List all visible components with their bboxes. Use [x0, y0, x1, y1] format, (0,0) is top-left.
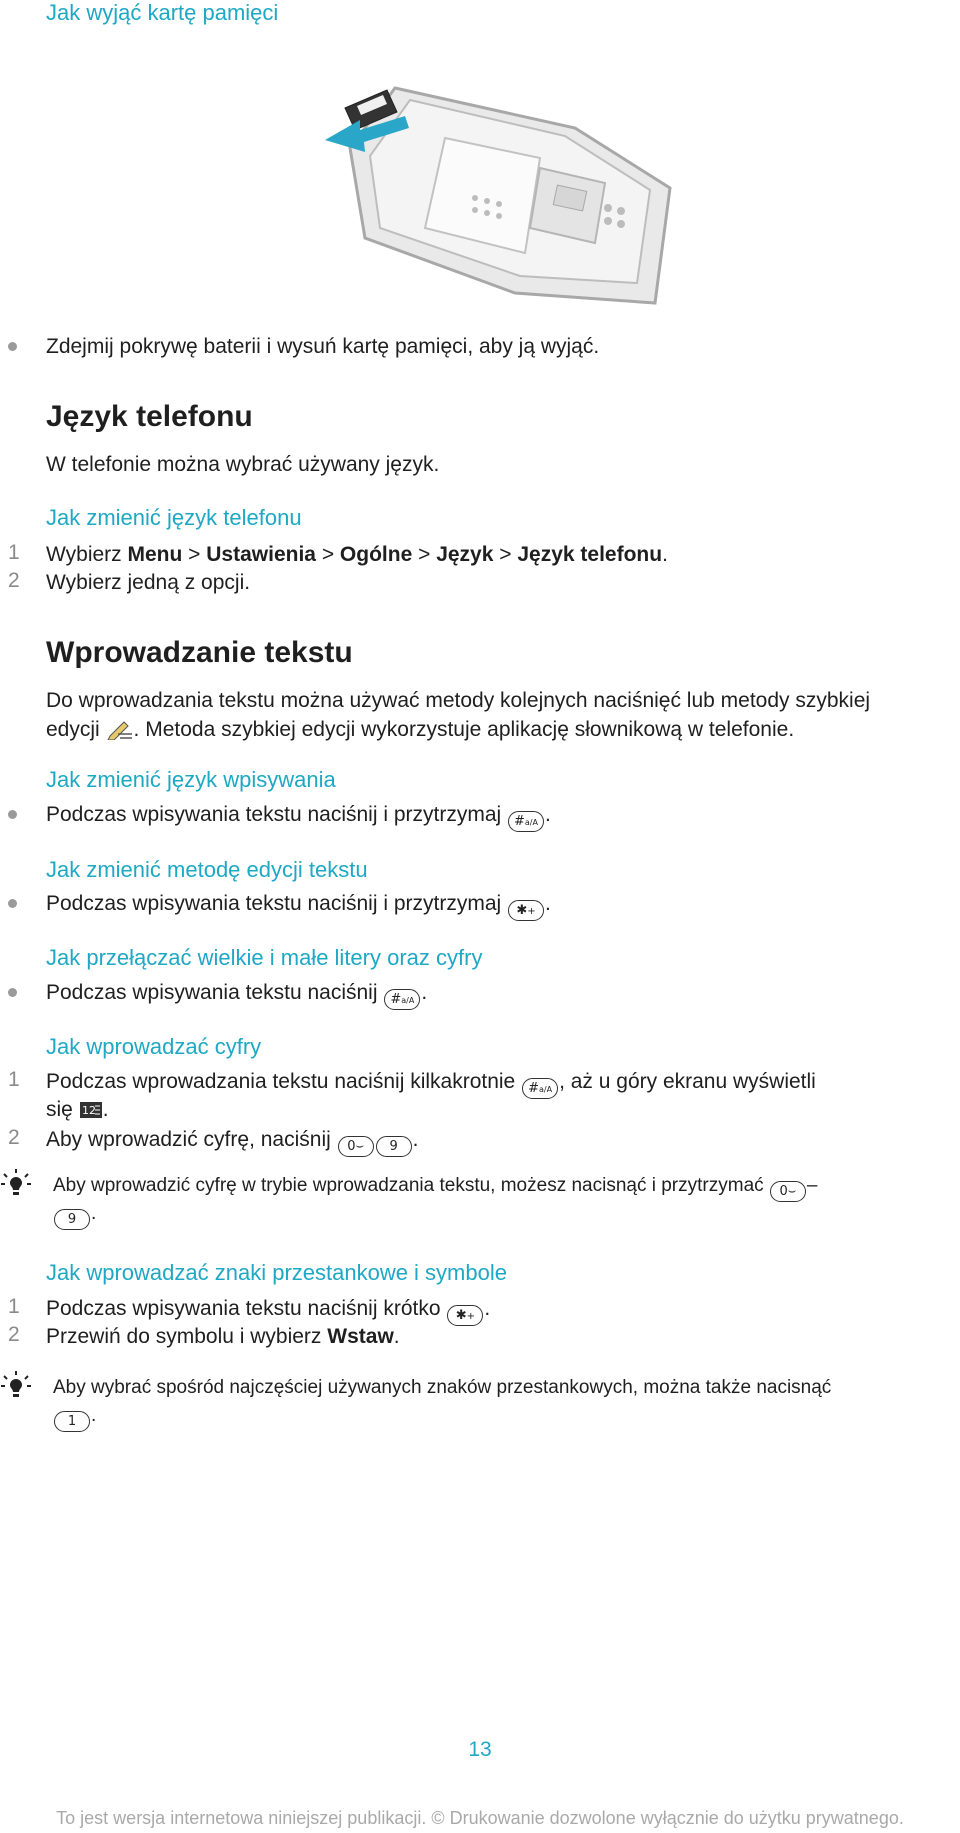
menu-path-general: Ogólne	[339, 543, 413, 566]
nine-key-icon	[54, 1209, 90, 1230]
hash-key-icon	[508, 811, 544, 832]
step-text: Podczas wpisywania tekstu naciśnij krótko	[46, 1297, 447, 1320]
step-suffix: .	[102, 1098, 109, 1121]
punctuation-step-1	[46, 1295, 490, 1326]
tip-suffix: .	[91, 1405, 97, 1426]
key-subglyph: a/A	[401, 996, 415, 1005]
phone-memory-card-illustration	[325, 78, 685, 308]
enter-digits-tip-line1	[53, 1172, 818, 1202]
numeric-mode-icon	[79, 1100, 103, 1128]
step-number: 1	[8, 541, 20, 564]
star-key-icon	[447, 1305, 483, 1326]
step-suffix: .	[545, 803, 551, 826]
step-suffix: .	[412, 1128, 419, 1151]
key-subglyph: +	[527, 906, 536, 917]
key-glyph: #	[514, 814, 525, 829]
key-glyph: #	[528, 1081, 539, 1096]
step-text: Wybierz	[46, 543, 128, 566]
key-subglyph: ⌣	[355, 1139, 365, 1154]
path-separator: >	[315, 543, 340, 566]
step-text: Podczas wpisywania tekstu naciśnij i przytrzymaj	[46, 803, 507, 826]
section-title-enter-digits: Jak wprowadzać cyfry	[46, 1034, 262, 1059]
footer-note: To jest wersja internetowa niniejszej publikacji. © Drukowanie dozwolone wyłącznie do użytku prywatnego.	[56, 1808, 904, 1828]
intro-text: edycji	[46, 718, 106, 741]
key-glyph: 0	[347, 1139, 356, 1154]
intro-text: . Metoda szybkiej edycji wykorzystuje aplikację słownikową w telefonie.	[133, 718, 795, 741]
path-separator: >	[493, 543, 518, 566]
phone-language-step-2: Wybierz jedną z opcji.	[46, 571, 251, 594]
tip-text: Aby wprowadzić cyfrę w trybie wprowadzania tekstu, możesz nacisnąć i przytrzymać	[53, 1175, 769, 1196]
toggle-case-step	[46, 979, 427, 1010]
punctuation-tip-line1: Aby wybrać spośród najczęściej używanych znaków przestankowych, można także nacisnąć	[53, 1377, 832, 1398]
section-title-change-edit-method: Jak zmienić metodę edycji tekstu	[46, 857, 368, 882]
lightbulb-icon	[0, 1370, 32, 1407]
step-suffix: .	[662, 543, 668, 566]
step-suffix: .	[484, 1297, 491, 1320]
section-title-toggle-case: Jak przełączać wielkie i małe litery oraz cyfry	[46, 945, 483, 970]
step-number: 2	[8, 1323, 20, 1346]
change-edit-method-step	[46, 890, 551, 921]
key-subglyph: a/A	[524, 818, 538, 827]
step-suffix: .	[421, 981, 428, 1004]
bullet	[8, 342, 17, 351]
hash-key-icon	[384, 989, 420, 1010]
key-glyph: 0	[779, 1184, 788, 1199]
step-text: Podczas wpisywania tekstu naciśnij	[46, 981, 384, 1004]
enter-digits-step-1-line2	[46, 1096, 109, 1128]
key-glyph: 9	[389, 1139, 398, 1154]
zero-key-icon	[770, 1181, 806, 1202]
punctuation-tip-line2	[53, 1402, 96, 1432]
key-subglyph: a/A	[538, 1085, 553, 1094]
step-number: 1	[8, 1068, 20, 1091]
menu-path-menu: Menu	[127, 543, 183, 566]
key-glyph: #	[390, 992, 402, 1007]
bullet	[8, 899, 17, 908]
pencil-lines-icon	[106, 720, 134, 748]
key-glyph: ✱	[516, 903, 528, 918]
remove-card-step: Zdejmij pokrywę baterii i wysuń kartę pamięci, aby ją wyjąć.	[46, 335, 600, 358]
hash-key-icon	[522, 1078, 558, 1099]
phone-language-intro: W telefonie można wybrać używany język.	[46, 453, 440, 476]
menu-path-insert: Wstaw	[327, 1325, 394, 1348]
section-title-change-input-language: Jak zmienić język wpisywania	[46, 767, 336, 792]
step-number: 2	[8, 569, 20, 592]
zero-key-icon	[338, 1136, 374, 1157]
enter-digits-tip-line2	[53, 1200, 96, 1230]
text-entry-intro-line1: Do wprowadzania tekstu można używać metody kolejnych naciśnięć lub metody szybkiej	[46, 689, 871, 712]
heading-phone-language: Język telefonu	[46, 400, 253, 433]
section-title-remove-card: Jak wyjąć kartę pamięci	[46, 0, 279, 25]
enter-digits-step-1-line1	[46, 1068, 816, 1099]
step-text: Przewiń do symbolu i wybierz	[46, 1325, 328, 1348]
step-suffix: .	[545, 892, 551, 915]
step-text: Podczas wpisywania tekstu naciśnij i przytrzymaj	[46, 892, 507, 915]
nine-key-icon	[376, 1136, 412, 1157]
punctuation-step-2	[46, 1323, 400, 1351]
one-key-icon	[54, 1411, 90, 1432]
bullet	[8, 988, 17, 997]
section-title-change-phone-language: Jak zmienić język telefonu	[46, 505, 302, 530]
tip-suffix: .	[91, 1203, 97, 1224]
key-subglyph: ⌣	[787, 1184, 797, 1199]
step-number: 2	[8, 1126, 20, 1149]
step-text: się	[46, 1098, 79, 1121]
change-input-language-step	[46, 801, 551, 832]
step-suffix: .	[393, 1325, 400, 1348]
path-separator: >	[412, 543, 437, 566]
key-glyph: 1	[67, 1414, 77, 1429]
key-glyph: 9	[67, 1212, 77, 1227]
step-text: , aż u góry ekranu wyświetli	[559, 1070, 816, 1093]
text-entry-intro-line2	[46, 716, 794, 748]
key-subglyph: +	[466, 1311, 475, 1322]
key-glyph: ✱	[455, 1308, 467, 1323]
step-text: Podczas wprowadzania tekstu naciśnij kilkakrotnie	[46, 1070, 522, 1093]
path-separator: >	[182, 543, 207, 566]
tip-dash: –	[806, 1175, 818, 1196]
menu-path-phone-language: Język telefonu	[517, 543, 663, 566]
bullet	[8, 810, 17, 819]
phone-language-step-1	[46, 541, 668, 569]
menu-path-settings: Ustawienia	[206, 543, 316, 566]
enter-digits-step-2	[46, 1126, 418, 1157]
menu-path-language: Język	[436, 543, 494, 566]
heading-text-entry: Wprowadzanie tekstu	[46, 636, 353, 669]
star-key-icon	[508, 900, 544, 921]
step-number: 1	[8, 1295, 20, 1318]
page-number: 13	[468, 1738, 492, 1761]
section-title-punctuation: Jak wprowadzać znaki przestankowe i symbole	[46, 1260, 507, 1285]
lightbulb-icon	[0, 1168, 32, 1205]
step-text: Aby wprowadzić cyfrę, naciśnij	[46, 1128, 337, 1151]
svg-text:12: 12	[81, 1104, 96, 1117]
